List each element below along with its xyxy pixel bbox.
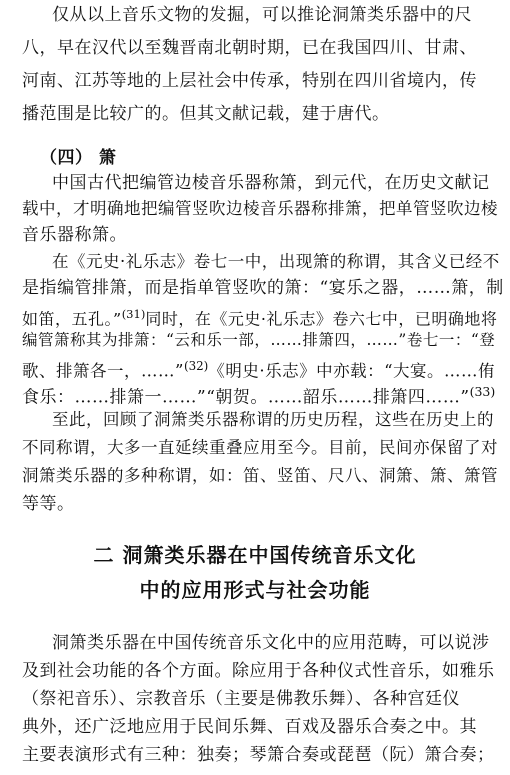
quote-text: 《明史·乐志》中亦载：“大宴。……侑: [208, 361, 496, 381]
paragraph-line: 载中，才明确地把编管竖吹边棱音乐器称排箫，把单管竖吹边棱: [22, 199, 498, 218]
paragraph-line: 至此，回顾了洞箫类乐器称谓的历史历程，这些在历史上的: [52, 410, 494, 429]
paragraph-line: 洞箫类乐器在中国传统音乐文化中的应用范畴，可以说涉: [52, 633, 490, 653]
section-heading: （四） 箫: [40, 148, 117, 168]
chapter-heading-line2: 中的应用形式与社会功能: [139, 578, 371, 602]
paragraph-line: 八，早在汉代以至魏晋南北朝时期，已在我国四川、甘肃、: [22, 38, 477, 58]
paragraph-line: 及到社会功能的各个方面。除应用于各种仪式性音乐，如雅乐: [22, 661, 495, 681]
paragraph-line: [22, 301, 497, 327]
paragraph-line: 等等。: [22, 494, 75, 514]
paragraph-line: 洞箫类乐器的多种称谓，如：笛、竖笛、尺八、洞箫、箫、箫管: [22, 466, 498, 485]
footnote-marker: (33): [469, 384, 496, 399]
footnote-marker: (32): [183, 359, 209, 373]
quote-text: 食乐：……排箫一……”“朝贺。……韶乐……排箫四……”: [22, 387, 470, 408]
paragraph-line: （祭祀音乐）、宗教音乐（主要是佛教乐舞）、各种宫廷仪: [22, 689, 460, 709]
paragraph-line: 典外，还广泛地应用于民间乐舞、百戏及器乐合奏之中。其: [22, 717, 477, 737]
chapter-heading-line1: 二 洞箫类乐器在中国传统音乐文化: [93, 543, 417, 567]
quote-text: 同时，在《元史·礼乐志》卷六七中，已明确地将: [145, 309, 498, 329]
paragraph-line: [22, 379, 496, 408]
quote-text: 歌、排箫各一，……”: [22, 361, 184, 381]
quote-text: 如笛，五孔。”: [22, 309, 122, 329]
paragraph-line: 主要表演形式有三种：独奏；琴箫合奏或琵琶（阮）箫合奏；: [22, 745, 495, 765]
paragraph-line: 是指编管排箫，而是指单管竖吹的箫：“宴乐之器，……箫，制: [22, 278, 504, 298]
paragraph-line: 中国古代把编管边棱音乐器称箫，到元代，在历史文献记: [52, 173, 490, 193]
paragraph-line: 在《元史·礼乐志》卷七一中，出现箫的称谓，其含义已经不: [52, 252, 500, 271]
paragraph-line: 河南、江苏等地的上层社会中传承，特别在四川省境内，传: [22, 71, 477, 91]
paragraph-line: [22, 353, 495, 379]
paragraph-line: 播范围是比较广的。但其文献记载，建于唐代。: [22, 104, 390, 124]
paragraph-line: 编管箫称其为排箫：“云和乐一部，……排箫四，……”卷七一：“登: [22, 331, 496, 349]
footnote-marker: (31): [121, 307, 146, 321]
paragraph-line: 仅从以上音乐文物的发掘，可以推论洞箫类乐器中的尺: [52, 5, 472, 25]
paragraph-line: 音乐器称箫。: [22, 225, 127, 245]
paragraph-line: 不同称谓，大多一直延续重叠应用至今。目前，民间亦保留了对: [22, 438, 498, 457]
